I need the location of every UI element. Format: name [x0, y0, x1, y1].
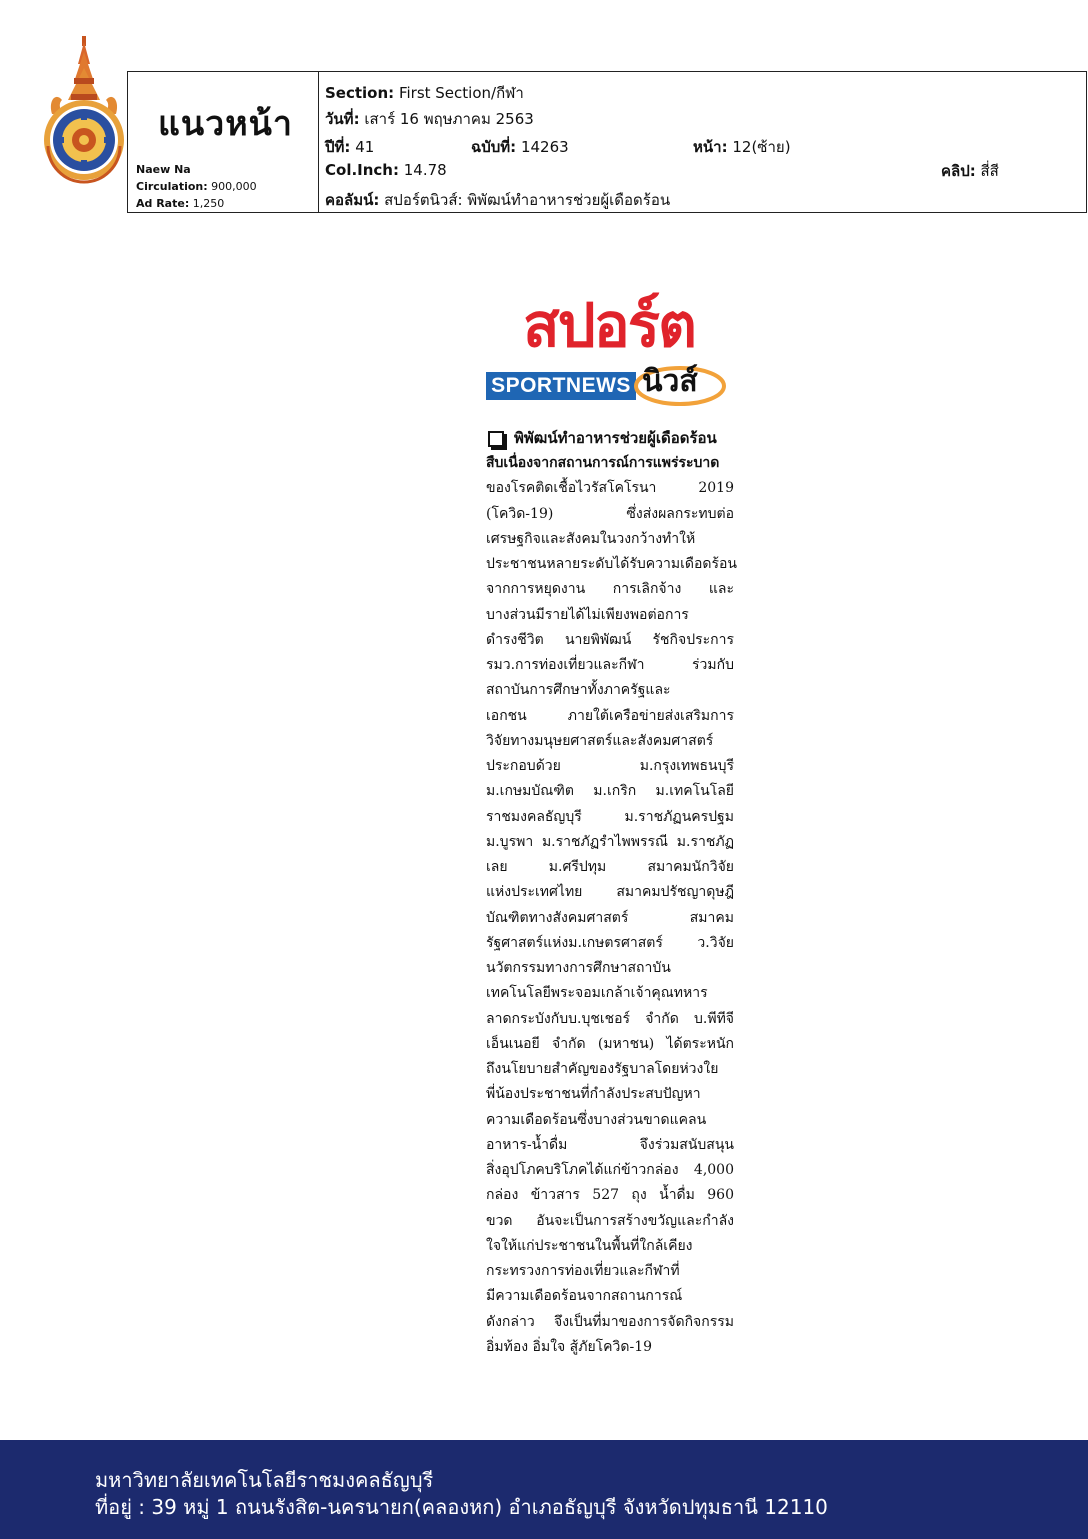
ad-rate — [136, 197, 224, 210]
article-line: (โควิด-19) ซึ่งส่งผลกระทบต่อ — [486, 505, 734, 522]
clip-row — [941, 159, 999, 183]
article-line: ม.เกษมบัณฑิต ม.เกริก ม.เทคโนโลยี — [486, 783, 734, 800]
masthead-band: SPORTNEWS — [486, 372, 636, 400]
article-line: ใจให้แก่ประชาชนในพื้นที่ใกล้เคียง — [486, 1237, 693, 1254]
column-label: คอลัมน์: — [325, 191, 380, 209]
clip-value: สี่สี — [980, 162, 999, 180]
column-row — [325, 188, 670, 212]
article-body — [486, 451, 737, 1360]
article-line: สิ่งอุปโภคบริโภคได้แก่ข้าวกล่อง 4,000 — [486, 1162, 734, 1178]
article-line: อิ่มท้อง อิ่มใจ สู้ภัยโควิด-19 — [486, 1338, 653, 1355]
article-line: ความเดือดร้อนซึ่งบางส่วนขาดแคลน — [486, 1111, 707, 1128]
article-line: บัณฑิตทางสังคมศาสตร์ สมาคม — [486, 909, 734, 926]
publication-name: แนวหน้า — [158, 104, 293, 144]
article-line: เอกชน ภายใต้เครือข่ายส่งเสริมการ — [486, 707, 734, 724]
article-line: ดำรงชีวิต นายพิพัฒน์ รัชกิจประการ — [486, 631, 734, 648]
article-line: เศรษฐกิจและสังคมในวงกว้างทำให้ — [486, 530, 696, 547]
article-line: บางส่วนมีรายได้ไม่เพียงพอต่อการ — [486, 606, 689, 623]
article-line: อาหาร-น้ำดื่ม จึงร่วมสนับสนุน — [486, 1136, 734, 1153]
footer-university-name: มหาวิทยาลัยเทคโนโลยีราชมงคลธัญบุรี — [95, 1468, 434, 1492]
article-line: ราชมงคลธัญบุรี ม.ราชภัฏนครปฐม — [486, 808, 734, 825]
year-value: 41 — [355, 138, 375, 156]
year-label: ปีที่: — [325, 138, 351, 156]
article — [486, 426, 737, 1360]
article-headline — [486, 426, 734, 451]
article-line: ของโรคติดเชื้อไวรัสโคโรนา 2019 — [486, 480, 734, 497]
date-value: เสาร์ 16 พฤษภาคม 2563 — [364, 110, 534, 128]
article-line: มีความเดือดร้อนจากสถานการณ์ — [486, 1288, 683, 1305]
ad-rate-label: Ad Rate: — [136, 197, 190, 210]
ad-rate-value: 1,250 — [192, 197, 225, 210]
publication-name-english: Naew Na — [136, 163, 191, 176]
issue-row — [471, 135, 569, 159]
masthead-title: สปอร์ต — [523, 291, 695, 361]
sportnews-masthead — [486, 290, 732, 410]
article-line: ประกอบด้วย ม.กรุงเทพธนบุรี — [486, 758, 734, 774]
colinch-label: Col.Inch: — [325, 161, 399, 179]
issue-value: 14263 — [520, 138, 569, 156]
article-line: ขวด อันจะเป็นการสร้างขวัญและกำลัง — [486, 1212, 734, 1229]
article-line: เทคโนโลยีพระจอมเกล้าเจ้าคุณทหาร — [486, 985, 708, 1002]
clipping-info-box — [127, 71, 1087, 213]
article-line: เอ็นเนอยี จำกัด (มหาชน) ได้ตระหนัก — [486, 1035, 734, 1052]
article-line: แห่งประเทศไทย สมาคมปรัชญาดุษฎี — [486, 884, 734, 901]
checkbox-bullet-icon — [488, 431, 504, 447]
article-line: ประชาชนหลายระดับได้รับความเดือดร้อน — [486, 556, 737, 572]
article-line: ม.บูรพา ม.ราชภัฏรำไพพรรณี ม.ราชภัฏ — [486, 833, 734, 850]
article-line: เลย ม.ศรีปทุม สมาคมนักวิจัย — [486, 859, 734, 875]
colinch-value: 14.78 — [403, 161, 447, 179]
date-label: วันที่: — [325, 110, 360, 128]
article-line: รมว.การท่องเที่ยวและกีฬา ร่วมกับ — [486, 657, 734, 673]
article-line: พี่น้องประชาชนที่กำลังประสบปัญหา — [486, 1086, 701, 1103]
issue-label: ฉบับที่: — [471, 138, 517, 156]
article-line: รัฐศาสตร์แห่งม.เกษตรศาสตร์ ว.วิจัย — [486, 934, 734, 951]
page-row — [693, 135, 791, 159]
section-row — [325, 81, 524, 105]
year-row — [325, 135, 374, 159]
page-value: 12(ซ้าย) — [732, 138, 791, 156]
article-line: ลาดกระบังกับบ.บุชเชอร์ จำกัด บ.พีทีจี — [486, 1010, 734, 1027]
masthead-news-text: นิวส์ — [642, 364, 698, 399]
university-seal-logo — [38, 34, 130, 184]
colinch-row — [325, 161, 447, 179]
section-value: First Section/กีฬา — [398, 84, 524, 102]
info-box-divider — [318, 72, 319, 212]
footer-address: ที่อยู่ : 39 หมู่ 1 ถนนรังสิต-นครนายก(คลองหก) อำเภอธัญบุรี จังหวัดปทุมธานี 12110 — [95, 1495, 828, 1519]
article-line: ดังกล่าว จึงเป็นที่มาของการจัดกิจกรรม — [486, 1313, 734, 1330]
article-line: กระทรวงการท่องเที่ยวและกีฬาที่ — [486, 1263, 680, 1279]
article-line: สืบเนื่องจากสถานการณ์การแพร่ระบาด — [486, 455, 720, 471]
article-line: กล่อง ข้าวสาร 527 ถุง น้ำดื่ม 960 — [486, 1187, 734, 1204]
article-line: นวัตกรรมทางการศึกษาสถาบัน — [486, 960, 671, 976]
circulation-label: Circulation: — [136, 180, 208, 193]
article-line: จากการหยุดงาน การเลิกจ้าง และ — [486, 581, 734, 598]
clip-label: คลิป: — [941, 162, 976, 180]
article-line: สถาบันการศึกษาทั้งภาครัฐและ — [486, 682, 671, 699]
page-label: หน้า: — [693, 138, 728, 156]
section-label: Section: — [325, 84, 395, 102]
article-headline-text: พิพัฒน์ทำอาหารช่วยผู้เดือดร้อน — [514, 429, 717, 447]
article-line: วิจัยทางมนุษยศาสตร์และสังคมศาสตร์ — [486, 732, 714, 749]
date-row — [325, 107, 534, 131]
circulation — [136, 180, 257, 193]
footer-bar — [0, 1440, 1088, 1539]
column-value: สปอร์ตนิวส์: พิพัฒน์ทำอาหารช่วยผู้เดือดร้อน — [384, 191, 671, 209]
circulation-value: 900,000 — [211, 180, 257, 193]
article-line: ถึงนโยบายสำคัญของรัฐบาลโดยห่วงใย — [486, 1061, 719, 1077]
